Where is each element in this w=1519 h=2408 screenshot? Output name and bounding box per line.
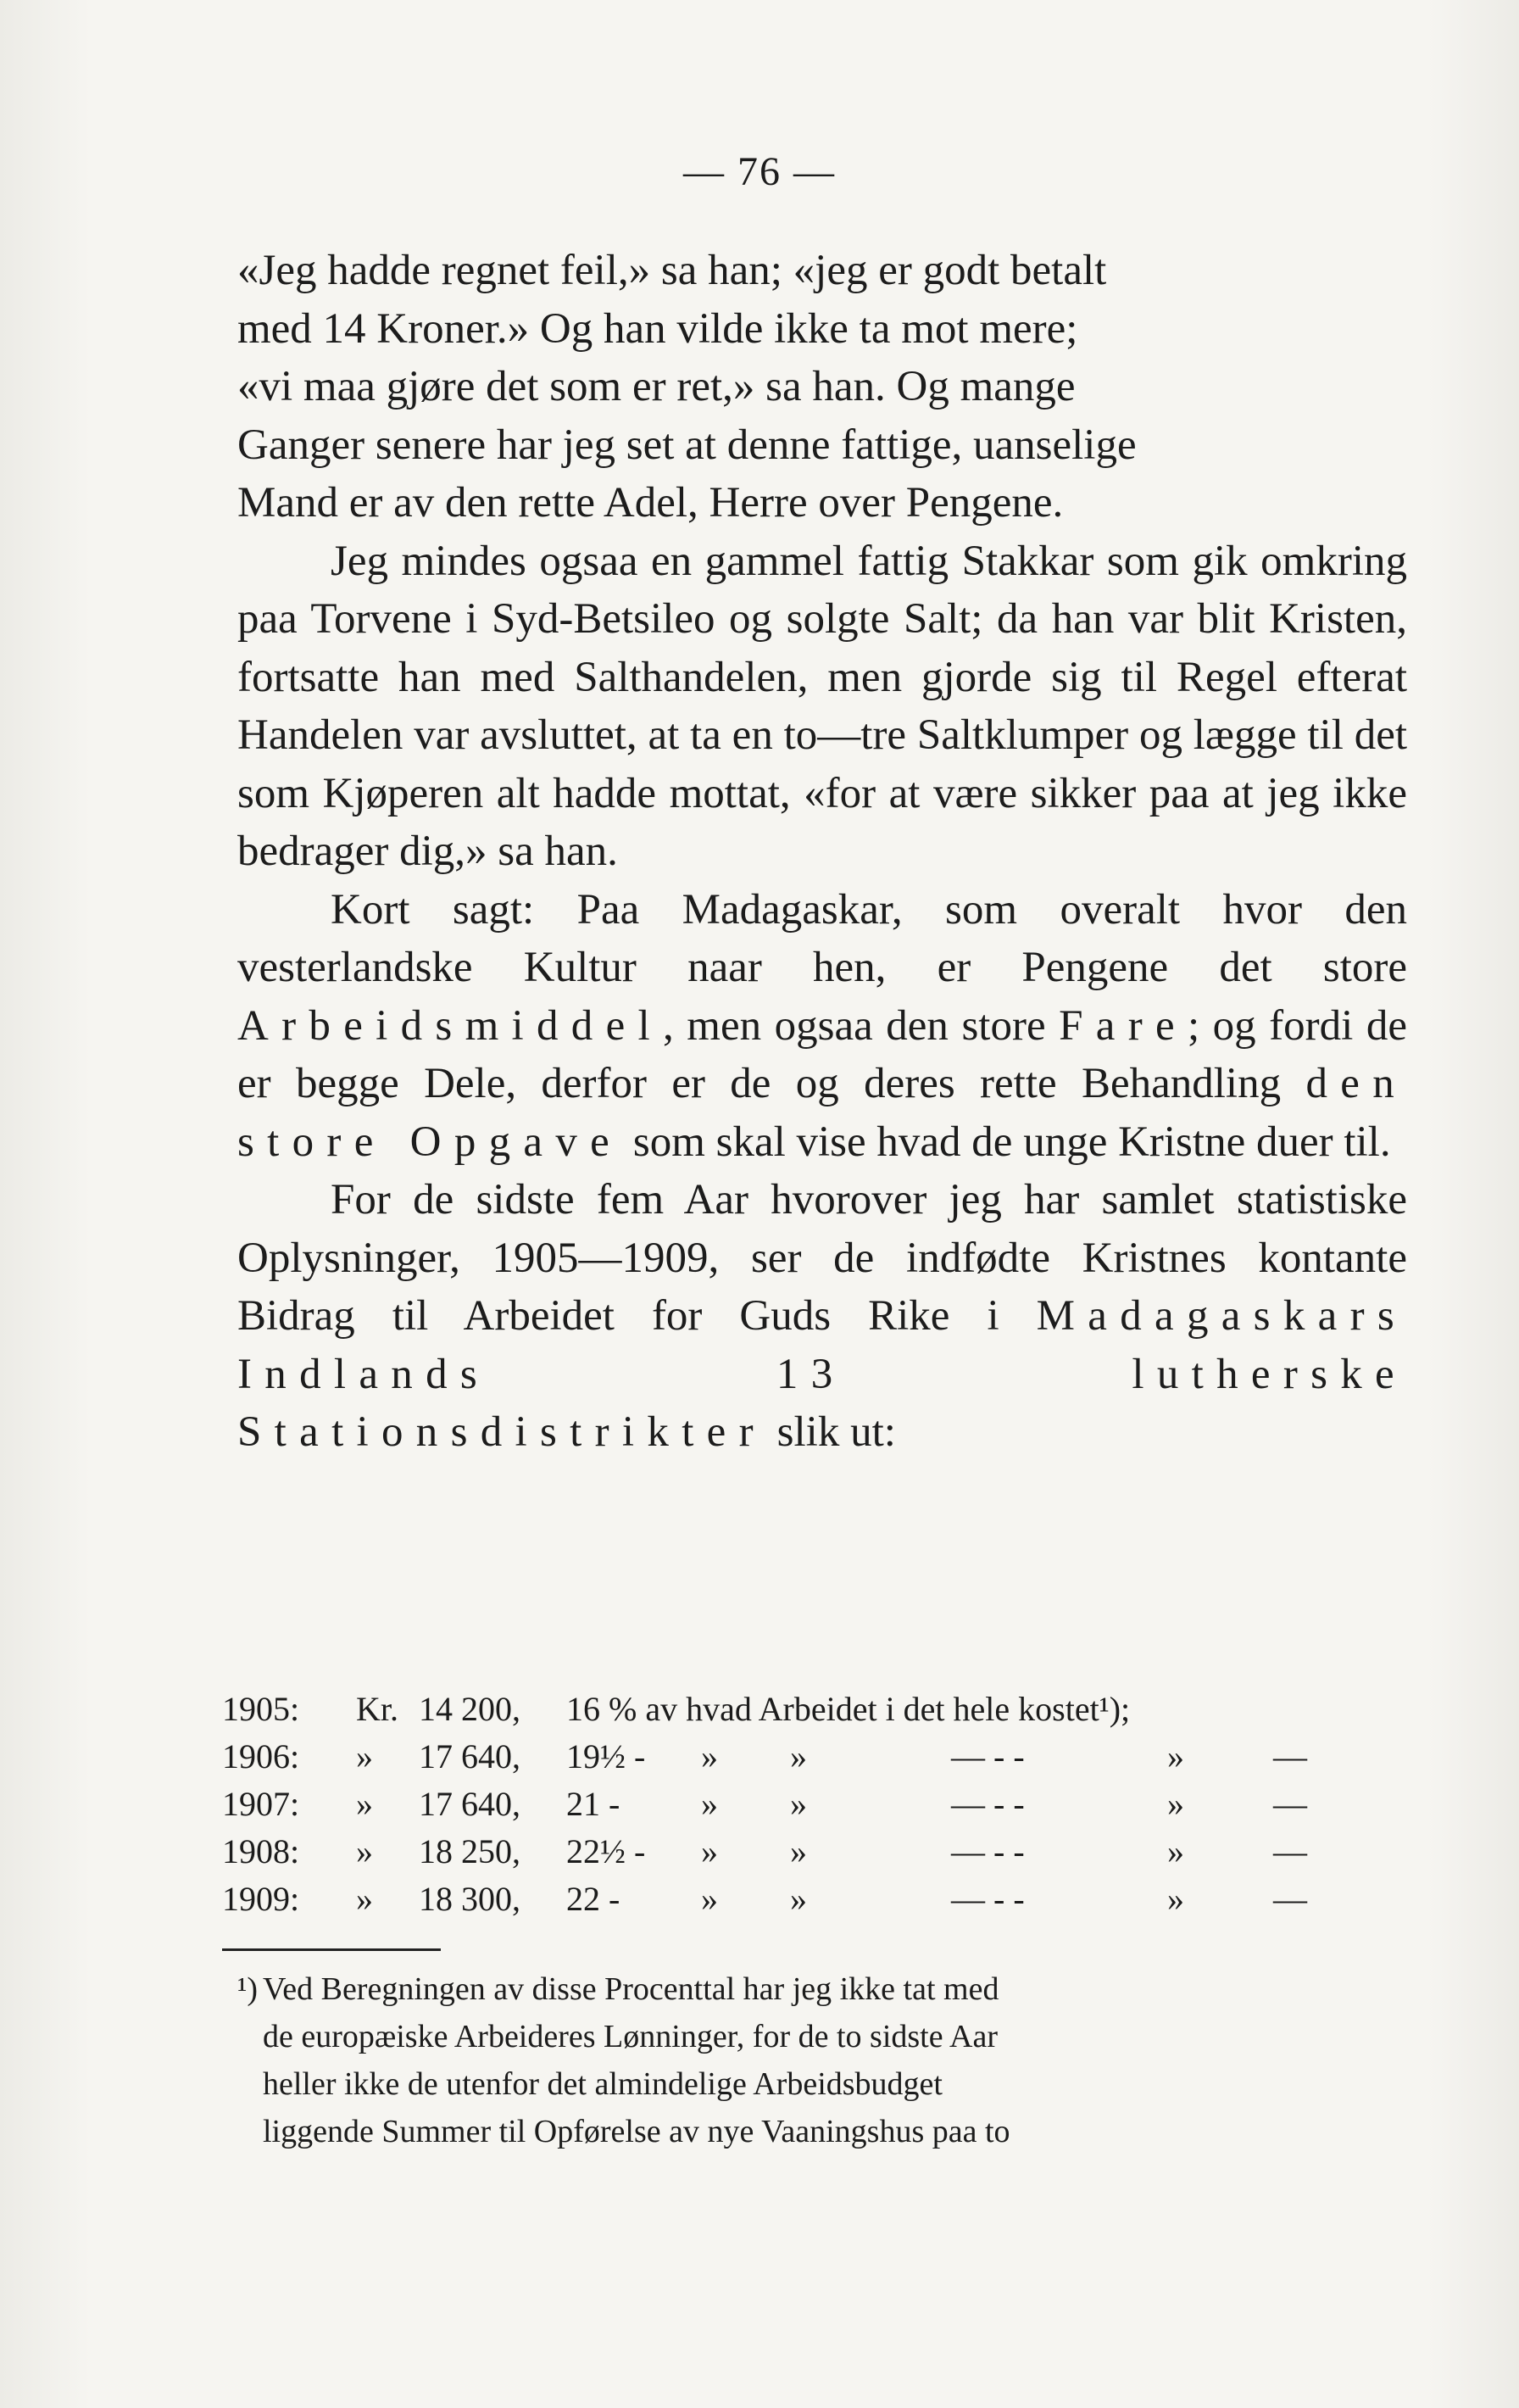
paragraph-4-text: slik ut: (765, 1408, 896, 1456)
ditto-dash: — (1273, 1880, 1307, 1918)
currency-cell: » (356, 1832, 373, 1870)
table-row (222, 1686, 1409, 1733)
table-row (222, 1733, 1409, 1781)
paragraph-3-text: Kort sagt: Paa Madagaskar, som overalt hvor den vesterlandske Kultur naar hen, er Pengene det store (237, 885, 1407, 991)
year-cell: 1909: (222, 1880, 300, 1918)
spaced-emphasis: Arbeidsmiddel (237, 1001, 664, 1050)
amount-cell: 17 640, (419, 1737, 520, 1775)
year-cell: 1908: (222, 1832, 300, 1870)
paragraph-3-text: som skal vise hvad de unge Kristne duer til. (622, 1118, 1391, 1166)
year-cell: 1907: (222, 1785, 300, 1823)
footnote-marker: ¹) (237, 1971, 259, 2007)
ditto-dash: — (1273, 1832, 1307, 1870)
ditto-mark: » (701, 1832, 718, 1870)
currency-cell: » (356, 1880, 373, 1918)
paragraph-2: Jeg mindes ogsaa en gammel fattig Stakkar som gik omkring paa Torvene i Syd-Betsileo og solgte Salt; da han var blit Kristen, fortsatte han med Salthandelen, men gjorde sig til Regel efterat Handelen var avsluttet, at ta en to—tre Saltklumper og lægge til det som Kjøperen alt hadde mottat, «for at være sikker paa at jeg ikke bedrager dig,» sa han. (237, 537, 1407, 875)
ditto-dashes: — - - (951, 1832, 1025, 1870)
ditto-mark: » (790, 1785, 807, 1823)
ditto-mark: » (701, 1880, 718, 1918)
ditto-mark: » (1167, 1737, 1184, 1775)
currency-cell: » (356, 1737, 373, 1775)
text-line: Mand er av den rette Adel, Herre over Pengene. (237, 479, 1064, 527)
currency-cell: » (356, 1785, 373, 1823)
footnote-line: heller ikke de utenfor det almindelige Arbeidsbudget (263, 2066, 943, 2102)
percent-cell: 16 % av hvad Arbeidet i det hele kostet¹); (566, 1690, 1131, 1728)
ditto-mark: » (1167, 1880, 1184, 1918)
footnote-rule (222, 1948, 441, 1951)
paragraph-4-text: For de sidste fem Aar hvorover jeg har samlet statistiske Oplysninger, 1905—1909, ser de indfødte Kristnes kontante Bidrag til Arbeidet for Guds Rike i (237, 1176, 1407, 1340)
contribution-table (222, 1686, 1409, 1923)
ditto-mark: » (1167, 1832, 1184, 1870)
ditto-mark: » (790, 1880, 807, 1918)
ditto-dashes: — - - (951, 1880, 1025, 1918)
footnote (237, 1965, 1373, 2155)
footnote-line: Ved Beregningen av disse Procenttal har jeg ikke tat med (263, 1971, 999, 2007)
ditto-mark: » (701, 1737, 718, 1775)
year-cell: 1906: (222, 1737, 300, 1775)
ditto-dash: — (1273, 1785, 1307, 1823)
paragraph-3 (237, 881, 1407, 1172)
spaced-emphasis: den store Opgave (237, 1060, 1407, 1166)
percent-cell: 22 - (566, 1880, 620, 1918)
paragraph-3-text: , men ogsaa den store (663, 1001, 1060, 1050)
ditto-mark: » (790, 1832, 807, 1870)
table-row (222, 1828, 1409, 1876)
percent-cell: 21 - (566, 1785, 620, 1823)
amount-cell: 14 200, (419, 1690, 520, 1728)
ditto-dashes: — - - (951, 1737, 1025, 1775)
ditto-dash: — (1273, 1737, 1307, 1775)
paragraph-3-text: ; og fordi de er begge Dele, derfor er de og deres rette Behandling (237, 1001, 1407, 1107)
text-line: «Jeg hadde regnet feil,» sa han; «jeg er godt betalt (237, 247, 1107, 294)
spaced-emphasis: Fare (1059, 1001, 1188, 1050)
text-line: «vi maa gjøre det som er ret,» sa han. Og mange (237, 363, 1076, 410)
ditto-mark: » (1167, 1785, 1184, 1823)
year-cell: 1905: (222, 1690, 300, 1728)
amount-cell: 17 640, (419, 1785, 520, 1823)
spaced-emphasis: Madagaskars Indlands 13 lutherske Stationsdistrikter (237, 1292, 1407, 1456)
ditto-mark: » (790, 1737, 807, 1775)
table-row (222, 1781, 1409, 1828)
page-number: — 76 — (683, 149, 836, 194)
footnote-line: liggende Summer til Opførelse av nye Vaaningshus paa to (263, 2114, 1010, 2149)
ditto-mark: » (701, 1785, 718, 1823)
amount-cell: 18 300, (419, 1880, 520, 1918)
paragraph-4 (237, 1171, 1407, 1462)
table-row (222, 1876, 1409, 1923)
text-line: Ganger senere har jeg set at denne fattige, uanselige (237, 421, 1137, 469)
body-text (237, 242, 1407, 1462)
ditto-dashes: — - - (951, 1785, 1025, 1823)
percent-cell: 22½ - (566, 1832, 646, 1870)
paragraph-1 (237, 242, 1407, 532)
amount-cell: 18 250, (419, 1832, 520, 1870)
currency-cell: Kr. (356, 1690, 398, 1728)
footnote-line: de europæiske Arbeideres Lønninger, for de to sidste Aar (263, 2019, 998, 2054)
percent-cell: 19½ - (566, 1737, 646, 1775)
text-line: med 14 Kroner.» Og han vilde ikke ta mot mere; (237, 304, 1078, 353)
